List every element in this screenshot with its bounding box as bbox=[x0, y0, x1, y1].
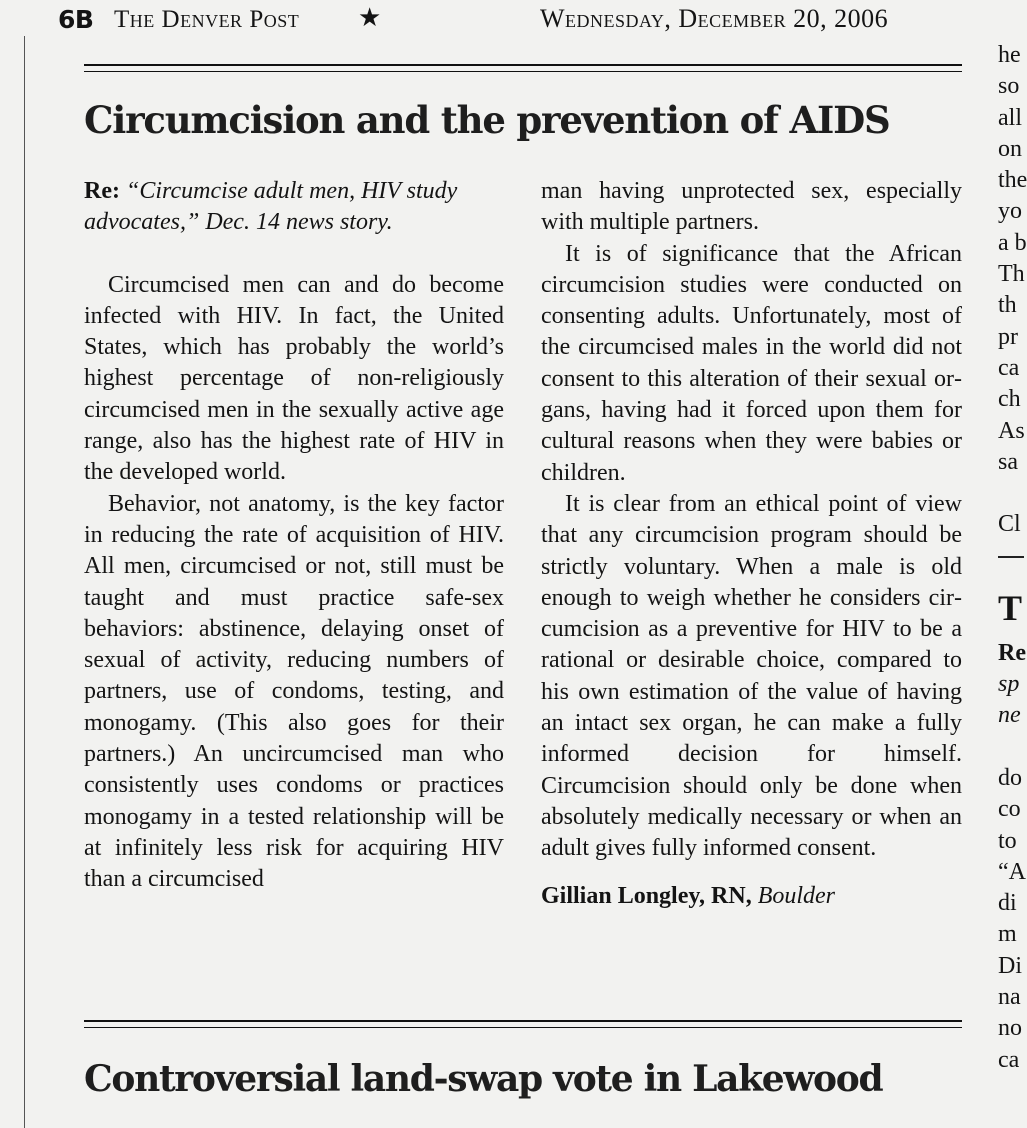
fragment-line: the bbox=[998, 167, 1027, 194]
fragment-line: As bbox=[998, 417, 1025, 444]
fragment-line: ch bbox=[998, 386, 1021, 413]
letter-signature bbox=[541, 881, 962, 912]
fragment-headline-letter: T bbox=[998, 587, 1023, 628]
article-headline: Circumcision and the prevention of AIDS bbox=[84, 98, 890, 142]
fragment-line: di bbox=[998, 890, 1017, 917]
fragment-line: ca bbox=[998, 354, 1020, 381]
paragraph: Circumcised men can and do become infected with HIV. In fact, the United States, which has probably the world’s highest percentage of non-religiously circumcised men in the sexually active age range, also has the highest rate of HIV in the developed world. bbox=[84, 271, 504, 486]
section-rule-top bbox=[84, 1020, 962, 1022]
issue-date: Wednesday, December 20, 2006 bbox=[540, 4, 889, 33]
paragraph-continued: man having unprotected sex, especially with multiple partners. bbox=[541, 178, 962, 236]
page-edge-line bbox=[24, 36, 25, 1128]
article-column-right bbox=[541, 176, 962, 912]
star-icon: ★ bbox=[358, 3, 382, 33]
fragment-line: so bbox=[998, 73, 1020, 100]
fragment-line: Th bbox=[998, 261, 1025, 288]
fragment-line: pr bbox=[998, 323, 1018, 350]
fragment-line: sp bbox=[998, 671, 1020, 698]
fragment-line: no bbox=[998, 1015, 1022, 1042]
fragment-line: to bbox=[998, 827, 1017, 854]
fragment-line: th bbox=[998, 292, 1017, 319]
newspaper-name: The Denver Post bbox=[114, 6, 300, 33]
fragment-line: ne bbox=[998, 702, 1021, 729]
header-rule-bottom bbox=[84, 71, 962, 72]
fragment-line: co bbox=[998, 796, 1021, 823]
fragment-line: ca bbox=[998, 1046, 1020, 1073]
signature-city: Boulder bbox=[757, 882, 836, 909]
fragment-line: m bbox=[998, 921, 1017, 948]
fragment-rule bbox=[998, 556, 1024, 558]
next-article-headline: Controversial land-swap vote in Lakewood bbox=[84, 1058, 883, 1100]
section-rule-bottom bbox=[84, 1027, 962, 1028]
re-label: Re: bbox=[84, 178, 120, 204]
fragment-line: he bbox=[998, 42, 1021, 68]
fragment-signature: Cl bbox=[998, 511, 1021, 538]
fragment-line: yo bbox=[998, 198, 1022, 225]
page-number: 6B bbox=[58, 5, 94, 34]
fragment-line: a b bbox=[998, 229, 1027, 256]
article-column-left bbox=[84, 176, 504, 896]
paragraph: It is of significance that the African circumcision studies were conducted on consenting adults. Unfortunately, most of the circumcised males in the world did not consent to this alteration of their sexual organs, having had it forced upon them for cultural reasons when they were babies or children. bbox=[541, 240, 962, 486]
paragraph: Behavior, not anatomy, is the key factor in reducing the rate of acquisition of HIV. All men, circumcised or not, still must be taught and must practice safe-sex behaviors: abstinence, delaying onset of sexual of activity, reducing numbers of partners, use of condoms, testing, and monogamy. (This also goes for their partners.) An uncircumcised man who consistently uses condoms or practices monogamy in a tested relationship will be at infinitely less risk for acquiring HIV than a circumcised bbox=[84, 490, 504, 893]
fragment-line: na bbox=[998, 984, 1021, 1011]
fragment-line: all bbox=[998, 104, 1022, 131]
fragment-gap bbox=[998, 478, 1024, 509]
fragment-line: sa bbox=[998, 448, 1018, 475]
re-reference bbox=[84, 176, 504, 239]
fragment-line: Di bbox=[998, 952, 1022, 979]
fragment-re: Re bbox=[998, 639, 1026, 666]
header-rule-top bbox=[84, 64, 962, 66]
fragment-line: on bbox=[998, 135, 1022, 162]
signature-name: Gillian Longley, RN, bbox=[541, 882, 752, 909]
re-title: “Circumcise adult men, HIV study advocates,” Dec. 14 news story. bbox=[84, 178, 458, 236]
adjacent-column-fragment bbox=[998, 40, 1027, 1076]
paragraph: It is clear from an ethical point of view that any circumcision program should be strictly voluntary. When a male is old enough to weigh whether he considers circumcision as a preventive for HIV to be a rational or desirable choice, compared to his own estimation of the value of having an intact sex organ, he can make a fully informed decision for himself. Circumcision should only be done when absolutely medically necessary or when an adult gives fully informed consent. bbox=[541, 490, 962, 862]
fragment-line: do bbox=[998, 764, 1022, 791]
fragment-line: “A bbox=[998, 858, 1026, 885]
fragment-gap bbox=[998, 732, 1024, 763]
